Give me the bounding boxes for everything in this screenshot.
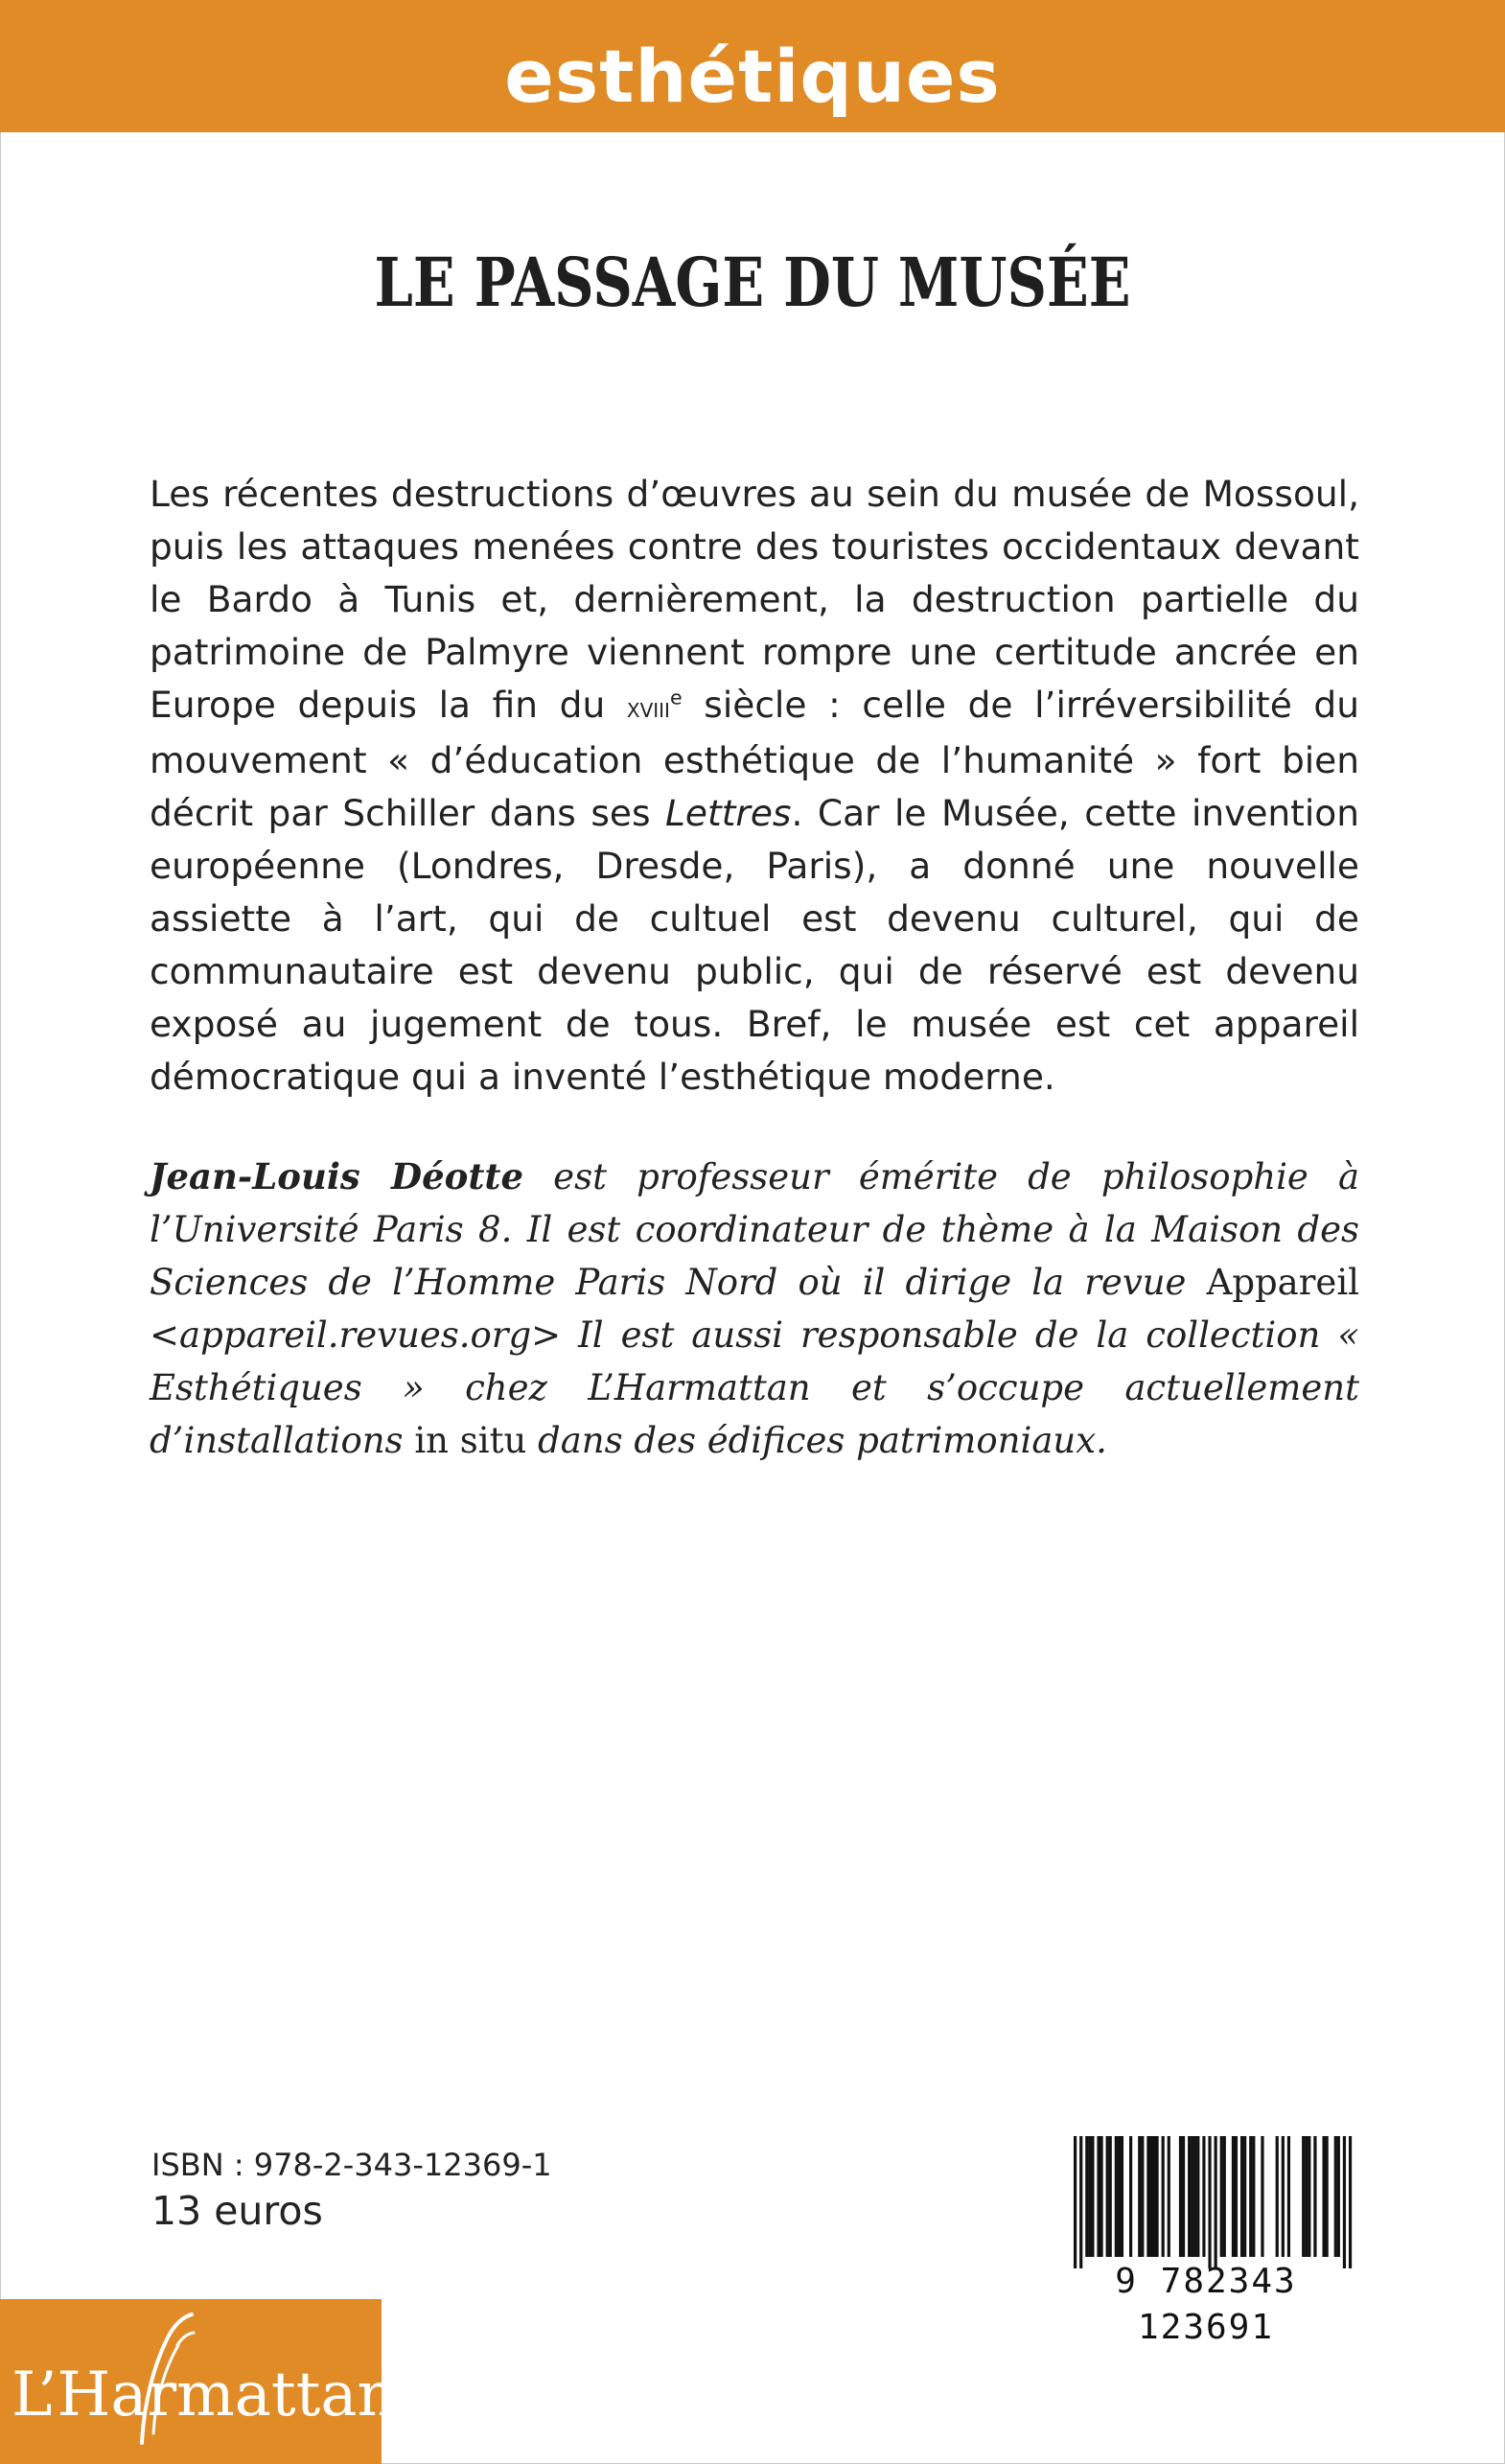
bio-part-2: Il est aussi responsable de la collection « Esthétiques » chez L’Harmattan et s’occupe actuellement d’installations xyxy=(150,1314,1359,1461)
barcode-digits: 9 782343 123691 xyxy=(1115,2262,1297,2347)
barcode-bar xyxy=(1334,2136,1337,2257)
barcode-bar xyxy=(1155,2136,1158,2257)
barcode-bar xyxy=(1223,2136,1226,2257)
barcode-bar xyxy=(1100,2136,1102,2257)
barcode-bar xyxy=(1220,2136,1223,2257)
barcode-bar xyxy=(1121,2136,1123,2257)
barcode-bar xyxy=(1208,2136,1211,2268)
collection-name: esthétiques xyxy=(504,34,1001,119)
barcode-bar xyxy=(1313,2136,1316,2257)
book-title: LE PASSAGE DU MUSÉE xyxy=(374,243,1131,322)
isbn-number: ISBN : 978-2-343-12369-1 xyxy=(151,2147,552,2183)
barcode-bar xyxy=(1162,2136,1165,2257)
barcode-bar xyxy=(1202,2136,1205,2257)
barcode-bar xyxy=(1308,2136,1310,2257)
summary-part-1: Les récentes destructions d’œuvres au sein du musée de Mossoul, puis les attaques menées contre des touristes occidentaux devant le Bardo à Tunis et, dernièrement, la destruction partielle du patrimoine de Palmyre viennent rompre une certitude ancrée en Europe depuis la fin du xyxy=(150,473,1359,726)
summary-century: xviii xyxy=(626,691,670,724)
barcode-bar xyxy=(1349,2136,1352,2268)
barcode-bar xyxy=(1074,2136,1077,2268)
summary-part-3: . Car le Musée, cette invention européenne (Londres, Dresde, Paris), a donné une nouvelle assiette à l’art, qui de cultuel est devenu culturel, qui de communautaire est devenu public, qui de réservé est devenu exposé au jugement de tous. Bref, le musée est cet appareil démocratique qui a inventé l’esthétique moderne. xyxy=(150,792,1359,1098)
barcode-bar xyxy=(1326,2136,1329,2257)
author-name: Jean-Louis Déotte xyxy=(150,1155,524,1197)
barcode-bar xyxy=(1232,2136,1235,2257)
barcode-bar xyxy=(1343,2136,1346,2268)
barcode-bar xyxy=(1252,2136,1255,2257)
barcode-bar xyxy=(1146,2136,1149,2257)
summary-text xyxy=(150,468,1359,1104)
barcode-bar xyxy=(1106,2136,1109,2257)
barcode-bar xyxy=(1138,2136,1141,2257)
bio-part-1: est professeur émérite de philosophie à l’Université Paris 8. Il est coordinateur de thème à la Maison des Sciences de l’Homme Paris Nord où il dirige la revue xyxy=(150,1156,1360,1303)
barcode-bar xyxy=(1243,2136,1246,2257)
barcode-bar xyxy=(1188,2136,1191,2257)
barcode-bar xyxy=(1287,2136,1290,2257)
bio-url-close: > xyxy=(531,1314,562,1356)
summary-century-sup: e xyxy=(669,686,683,709)
barcode-bar xyxy=(1235,2136,1238,2257)
barcode-bar xyxy=(1109,2136,1112,2257)
barcode-bar xyxy=(1097,2136,1100,2257)
barcode-bar xyxy=(1129,2136,1132,2257)
summary-lettres: Lettres xyxy=(665,792,792,834)
barcode-bar xyxy=(1118,2136,1121,2257)
barcode-bar xyxy=(1215,2136,1217,2268)
barcode-bar xyxy=(1152,2136,1155,2257)
barcode-bar xyxy=(1191,2136,1193,2257)
bio-url-open: < xyxy=(150,1314,180,1356)
price: 13 euros xyxy=(151,2188,323,2234)
barcode-bar xyxy=(1196,2136,1199,2257)
barcode-bar xyxy=(1182,2136,1185,2257)
barcode-bar xyxy=(1168,2136,1170,2257)
barcode-bar xyxy=(1193,2136,1196,2257)
bio-in: in xyxy=(414,1420,449,1461)
bio-part-3: dans des édifices patrimoniaux. xyxy=(526,1420,1107,1461)
publisher-name: L’Harmattan xyxy=(12,2359,397,2430)
barcode-bar xyxy=(1091,2136,1094,2257)
barcode-bar xyxy=(1115,2136,1118,2257)
barcode-bar xyxy=(1141,2136,1144,2257)
author-bio xyxy=(150,1151,1359,1467)
barcode-bar xyxy=(1305,2136,1308,2257)
barcode-bar xyxy=(1337,2136,1340,2257)
barcode-bar xyxy=(1179,2136,1182,2257)
barcode-bar xyxy=(1261,2136,1263,2257)
bio-url: appareil.revues.org xyxy=(179,1314,532,1356)
summary-part-2: siècle : celle de l’irréversibilité du mouvement « d’éducation esthétique de l’humanité » fort bien décrit par Schiller dans ses xyxy=(150,684,1359,834)
barcode-bar xyxy=(1079,2136,1082,2268)
barcode-bar xyxy=(1276,2136,1279,2257)
barcode-bar xyxy=(1249,2136,1252,2257)
barcode-bar xyxy=(1322,2136,1325,2257)
bio-situ: situ xyxy=(459,1420,527,1461)
barcode-bar xyxy=(1282,2136,1285,2257)
barcode-bar xyxy=(1149,2136,1152,2257)
barcode-bar xyxy=(1085,2136,1088,2257)
barcode-bar xyxy=(1088,2136,1091,2257)
barcode-bar xyxy=(1302,2136,1305,2257)
bio-appareil: Appareil xyxy=(1206,1262,1359,1303)
barcode-bar xyxy=(1240,2136,1243,2257)
